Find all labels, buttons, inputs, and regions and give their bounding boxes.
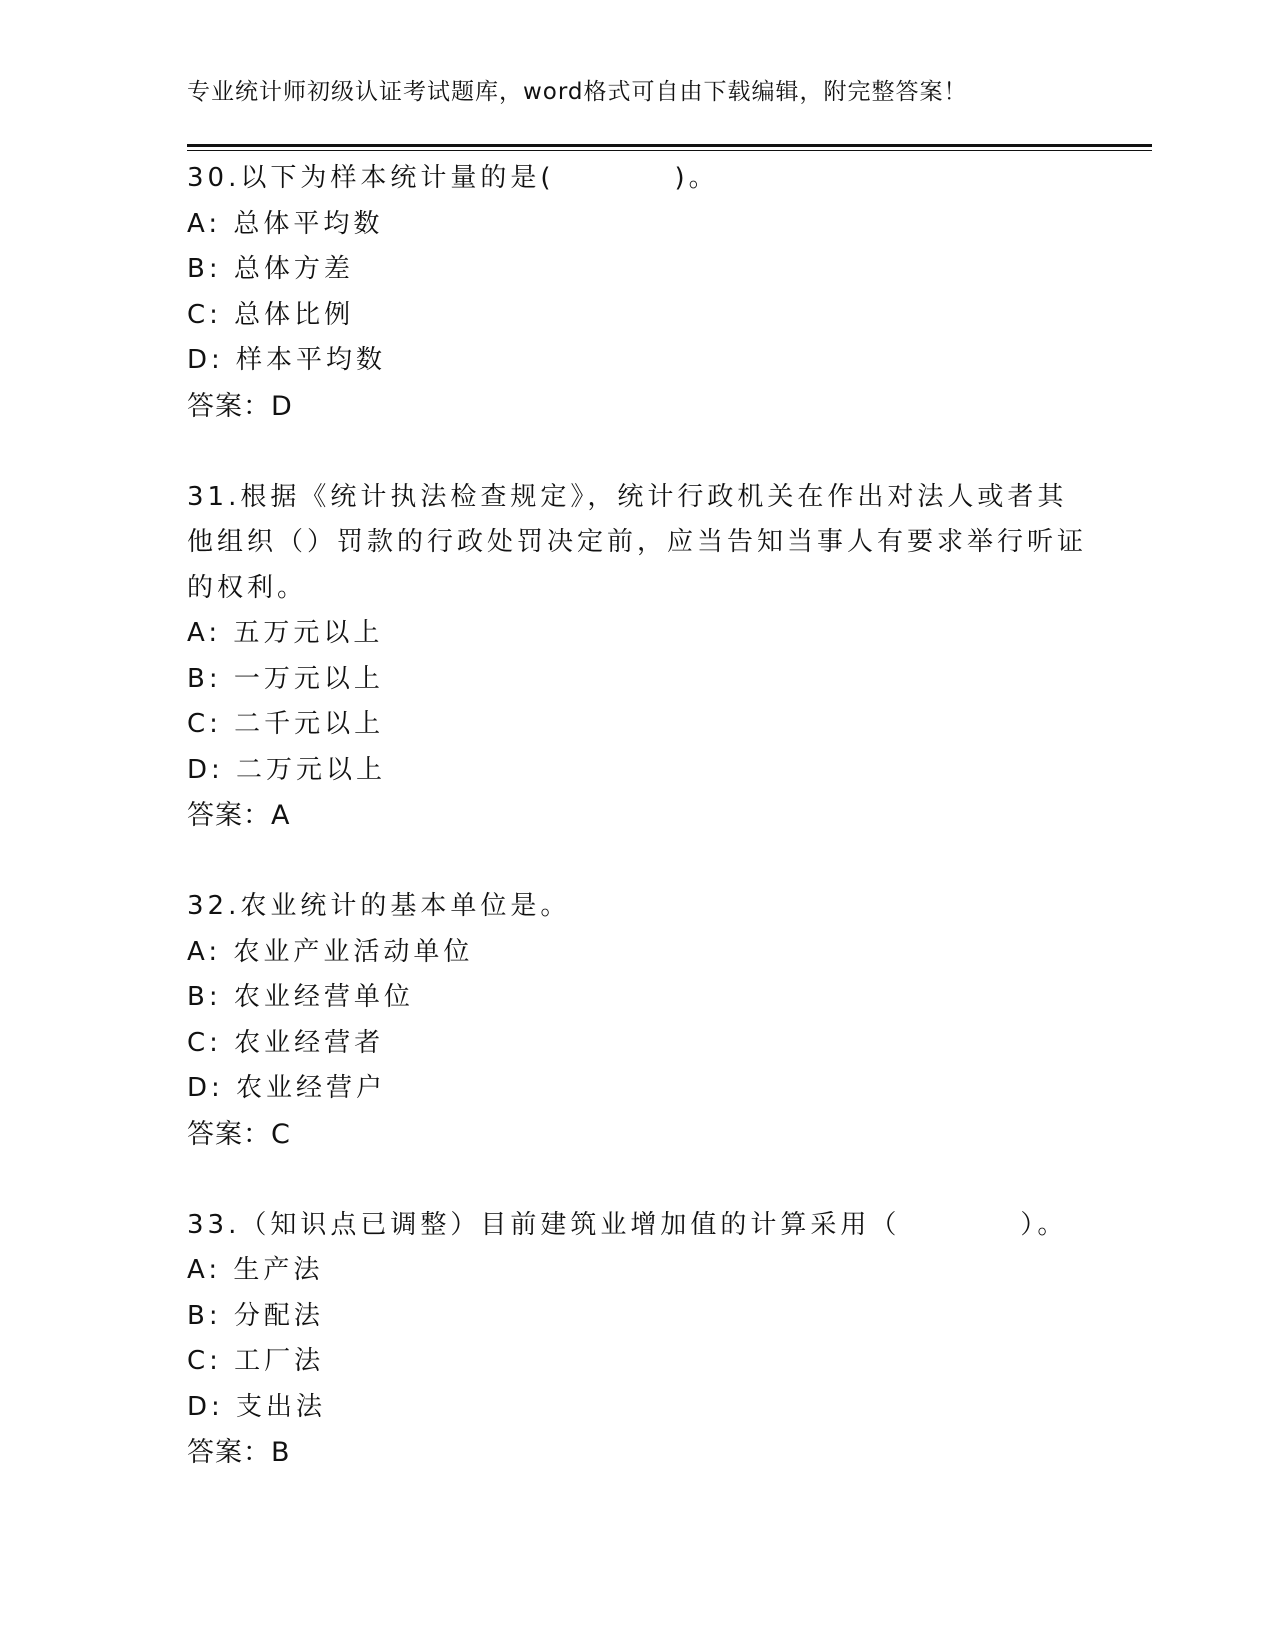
header-rule-thick [187, 144, 1152, 147]
option-b: B: 一万元以上 [187, 663, 384, 694]
option-b: B: 分配法 [187, 1300, 324, 1331]
answer-line: 答案：C [187, 1118, 291, 1150]
option-a: A: 总体平均数 [187, 208, 384, 239]
option-c: C: 二千元以上 [187, 709, 385, 739]
question-32 [187, 884, 1087, 1157]
option-b: B: 农业经营单位 [187, 982, 414, 1012]
header-rule-thin [187, 150, 1152, 151]
question-text: 31.根据《统计执法检查规定》，统计行政机关在作出对法人或者其他组织（）罚款的行政处罚决定前，应当告知当事人有要求举行听证的权利。 [187, 481, 1088, 603]
option-a: A: 生产法 [187, 1255, 324, 1285]
option-d: D: 二万元以上 [187, 754, 387, 785]
question-text: 33.（知识点已调整）目前建筑业增加值的计算采用（ ）。 [187, 1209, 1068, 1240]
option-d: D: 样本平均数 [187, 345, 387, 375]
answer-line: 答案：B [187, 1437, 291, 1468]
question-list [187, 156, 1087, 1476]
option-b: B: 总体方差 [187, 254, 354, 284]
answer-line: 答案：A [187, 800, 291, 831]
option-c: C: 工厂法 [187, 1346, 325, 1376]
option-d: D: 支出法 [187, 1391, 327, 1422]
option-c: C: 总体比例 [187, 299, 355, 330]
option-c: C: 农业经营者 [187, 1027, 385, 1058]
question-gap [187, 429, 1087, 475]
question-text: 32.农业统计的基本单位是。 [187, 891, 571, 921]
answer-line: 答案：D [187, 390, 293, 422]
question-33 [187, 1203, 1087, 1476]
page-header: 专业统计师初级认证考试题库，word格式可自由下载编辑，附完整答案！ [187, 79, 968, 105]
option-d: D: 农业经营户 [187, 1073, 387, 1103]
option-a: A: 农业产业活动单位 [187, 936, 474, 967]
question-text: 30.以下为样本统计量的是( )。 [187, 163, 719, 193]
option-a: A: 五万元以上 [187, 618, 384, 648]
question-31 [187, 475, 1087, 839]
question-gap [187, 839, 1087, 885]
question-30 [187, 156, 1087, 429]
question-gap [187, 1157, 1087, 1203]
